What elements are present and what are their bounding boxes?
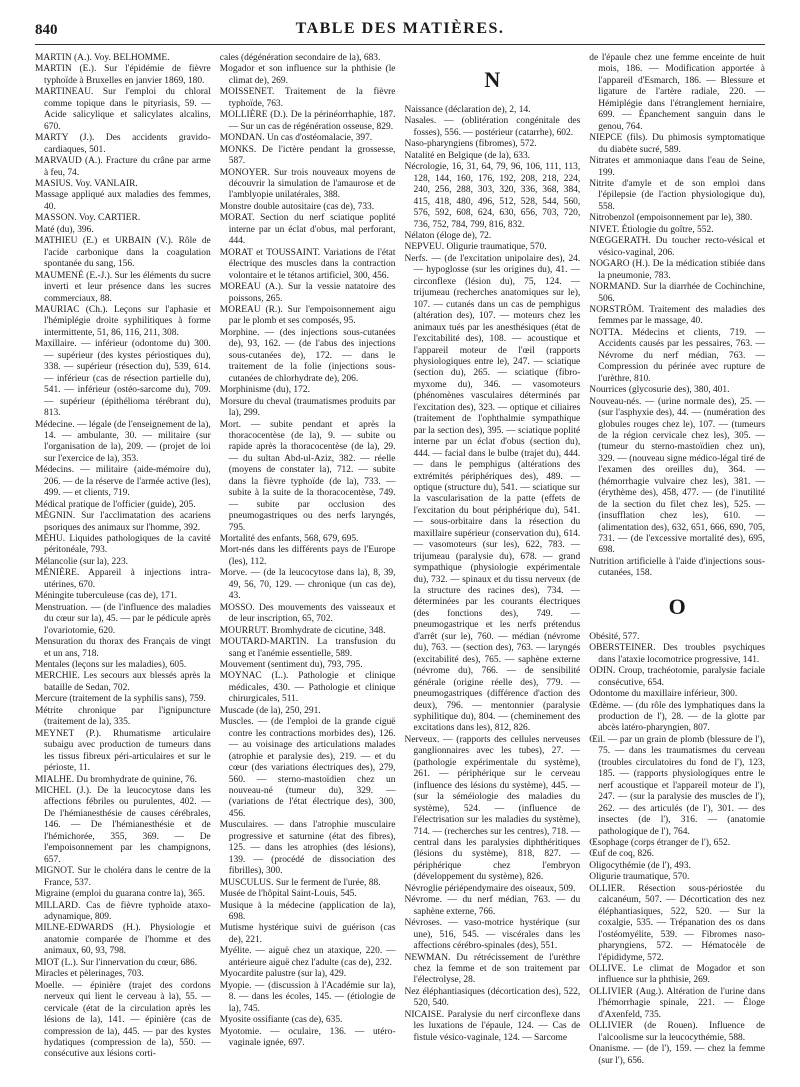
index-entry: Morphine. — (des injections sous-cutanées de), 93, 162. — (de l'abus des injections sous-cutanées de), 172. — dans le traitement de la folie (injections sous-cutanées de chlorhydrate de), 206.	[219, 327, 396, 384]
index-entry: cales (dégénération secondaire de la), 683.	[219, 53, 381, 63]
index-entry: Myosite ossifiante (cas de), 635.	[219, 1015, 343, 1026]
index-entry: de l'épaule chez une femme enceinte de huit mois, 186. — Modification apportée à l'appareil d'Esmarch, 186. — Blessure et ligature de l'artère radiale, 220. — Hémiplégie dans l'étranglement herniaire, 699. — Épanchement sanguin dans le genou, 764.	[589, 53, 765, 132]
index-entry: Œil. — par un grain de plomb (blessure de l'), 75. — dans les traumatismes du cerveau (troubles circulatoires du fond de l'), 123, 185. — (rapports physiologiques entre le nerf acoustique et l'appareil moteur de l'), 247. — (sur la paralysie des muscles de l'), 262. — des articulés (de l'), 301. — des insectes (de l'), 316. — (anatomie pathologique de l'), 764.	[589, 734, 765, 837]
index-entry: Œdème. — (du rôle des lymphatiques dans la production de l'), 28. — de la glotte par abcès latéro-pharyngien, 807.	[589, 700, 765, 734]
index-entry: Odontome du maxillaire inférieur, 300.	[589, 689, 738, 700]
index-entry: OLLIVIER (Aug.). Altération de l'urine dans l'hémorrhagie spinale, 221. — Éloge d'Axenfeld, 735.	[589, 986, 765, 1020]
index-entry: MAUMENÉ (E.-J.). Sur les éléments du sucre inverti et leur présence dans les sucres commerciaux, 88.	[35, 270, 211, 304]
index-entry: MÉGNIN. Sur l'acclimatation des acariens psoriques des animaux sur l'homme, 392.	[35, 511, 211, 533]
index-entry: Nerveux. — (rapports des cellules nerveuses ganglionnaires avec les tubes), 27. — (pathologie expérimentale du système), 261. — périphérique sur le cerveau (influence des lésions du système), 445. — (sur la séméiologie des maladies du système), 524. — (influence de l'électrisation sur les maladies du système), 714. — (recherches sur les centres), 718. — central dans les paralysies diphthéritiques (lésions du système), 818, 827. — périphérique chez l'embryon (développement du système), 826.	[404, 734, 581, 883]
index-entry: Morphinisme (du), 172.	[219, 385, 310, 396]
index-entry: MÉHU. Liquides pathologiques de la cavité péritonéale, 793.	[35, 534, 211, 556]
index-entry: MOUTARD-MARTIN. La transfusion du sang et l'anémie essentielle, 589.	[219, 637, 396, 659]
index-entry: Moelle. — épinière (trajet des cordons nerveux qui lient le cerveau à la), 55. — cervicale (état de la circulation après les lésions de la), 141. — épinière (cas de compression de la), 445. — par des kystes hydatiques (compression de la), 550. — consécutive aux lésions corti-	[35, 980, 211, 1060]
index-entry: Nerfs. — (de l'excitation unipolaire des), 24. — hypoglosse (sur les origines du), 41. — circonflexe (lésion du), 75, 124. — trijumeau (recherches anatomiques sur le), 107. — cutanés dans un cas de pemphigus (altération des), 107. — moteurs chez les animaux tués par les anesthésiques (état de l'excitabilité des), 108. — acoustique et l'appareil moteur de l'œil (rapports physiologiques entre le), 247. — sciatique (section du), 265. — sciatique (fibro-myxome du), 346. — vasomoteurs (phénomènes vasculaires déterminés par l'excitation des), 323. — optique et ciliaires (traitement de l'ophthalmie sympathique par la section des), 395. — sciatique poplité interne par un éclat d'obus (section du), 444. — facial dans le bulbe (trajet du), 444. — dans le pemphigus (altérations des extrémités périphériques des), 489. — optique (structure du), 541. — sciatique sur la vascularisation de la patte (effets de l'excitation du bout périphérique du), 541. — sous-orbitaire dans la résection du maxillaire supérieur (conservation du), 614. — vasomoteurs (sur les), 622, 783. — trijumeau (paralysie du), 678. — grand sympathique (physiologie expérimentale du), 732. — spinaux et du tissu nerveux (de la structure des racines des), 734. — déterminées par les courants électriques (des fonctions des), 749. — pneumogastrique et les nerfs prétendus d'arrêt (sur le), 760. — médian (névrome du), 763. — (section des), 763. — laryngés (excitabilité des), 765. — saphène externe (névrome du), 766. — de sensibilité générale (origine réelle des), 779. — pneumogastriques (différence d'action des deux), 796. — mentonnier (paralysie syphilitique du), 804. — (cheminement des excitations dans les), 812, 826.	[404, 253, 581, 734]
running-title: TABLE DES MATIÈRES.	[295, 20, 505, 37]
index-entry: Mort. — subite pendant et après la thoracocentèse (de la), 9. — subite ou rapide après la thoracocentèse (de la), 29. — du sultan Abd-ul-Aziz, 382. — réelle (moyens de constater la), 712. — subite dans la fièvre typhoïde (de la), 733. — subite à la suite de la thoracocentèse, 749. — subite par occlusion des pneumogastriques ou des nerfs laryngés, 795.	[219, 419, 396, 533]
index-entry: MONDAN. Un cas d'ostéomalacie, 397.	[219, 133, 373, 144]
index-entry: Naissance (déclaration de), 2, 14.	[404, 105, 531, 115]
index-entry: MOSSO. Des mouvements des vaisseaux et de leur inscription, 65, 702.	[219, 602, 396, 625]
index-entry: Oligocythémie (de l'), 493.	[589, 860, 691, 871]
index-entry: Nécrologie, 16, 31, 64, 79, 96, 106, 111, 113, 128, 144, 160, 176, 192, 208, 218, 224, 240, 256, 288, 303, 320, 336, 368, 384, 415, 418, 480, 496, 512, 528, 544, 560, 576, 592, 608, 624, 630, 656, 703, 720, 736, 752, 784, 799, 816, 832.	[404, 162, 581, 230]
index-entry: OBERSTEINER. Des troubles psychiques dans l'ataxie locomotrice progressive, 141.	[589, 643, 765, 665]
index-entry: Obésité, 577.	[589, 631, 640, 642]
index-entry: Monstre double autositaire (cas de), 733.	[219, 201, 375, 212]
page-header	[35, 14, 765, 44]
index-entry: MONKS. De l'ictère pendant la grossesse, 587.	[219, 144, 396, 167]
index-entry: Nasales. — (oblitération congénitale des fosses), 556. — postérieur (catarrhe), 602.	[404, 116, 581, 138]
index-entry: MARTIN (A.). Voy. BELHOMME.	[35, 53, 170, 63]
index-entry: Myotomie. — oculaire, 136. — utéro-vaginale ignée, 697.	[219, 1026, 396, 1048]
index-entry: NICAISE. Paralysie du nerf circonflexe dans les luxations de l'épaule, 124. — Cas de fistule vésico-vaginale, 124. — Sarcome	[404, 1009, 581, 1043]
index-entry: MIOT (L.). Sur l'innervation du cœur, 686.	[35, 957, 198, 968]
index-entry: ODIN. Croup, trachéotomie, paralysie faciale consécutive, 654.	[589, 666, 765, 688]
index-entry: MILLARD. Cas de fièvre typhoïde ataxo-adynamique, 809.	[35, 900, 211, 922]
index-entry: MAURIAC (Ch.). Leçons sur l'aphasie et l'hémiplégie droite syphilitiques à forme intermittente, 51, 86, 116, 211, 308.	[35, 304, 211, 338]
index-entry: Mensuration du thorax des Français de vingt et un ans, 718.	[35, 637, 211, 659]
index-entry: Mort-nés dans les différents pays de l'Europe (les), 112.	[219, 545, 396, 567]
index-entry: MILNE-EDWARDS (H.). Physiologie et anatomie comparée de l'homme et des animaux, 60, 93, 798.	[35, 923, 211, 957]
index-columns	[35, 53, 765, 1081]
section-letter-n: N	[484, 67, 501, 92]
index-entry: Miracles et pèlerinages, 703.	[35, 969, 144, 980]
index-entry: Mercure (traitement de la syphilis sans), 759.	[35, 694, 206, 705]
index-entry: MÉNIÈRE. Appareil à injections intra-utérines, 670.	[35, 568, 211, 590]
index-entry: Névrome. — du nerf médian, 763. — du saphène externe, 766.	[404, 895, 581, 917]
index-entry: Myocardite palustre (sur la), 429.	[219, 969, 347, 980]
index-entry: MOREAU (R.). Sur l'empoisonnement aigu par le plomb et ses composés, 95.	[219, 304, 396, 327]
index-entry: Médecins. — militaire (aide-mémoire du), 206. — de la réserve de l'armée active (les), 499. — et clients, 719.	[35, 465, 211, 499]
index-entry: NEPVEU. Oligurie traumatique, 570.	[404, 242, 547, 253]
index-entry: Muscles. — (de l'emploi de la grande ciguë contre les contractions morbides des), 126. — au voisinage des articulations malades (atrophie et paralysie des), 219. — et du cœur (des variations électriques des), 279, 560. — sterno-mastoïdien chez un nouveau-né (tumeur du), 329. — (variations de l'état électrique des), 300, 456.	[219, 717, 396, 819]
index-entry: Œuf de coq, 826.	[589, 849, 654, 860]
index-entry: Musique à la médecine (application de la), 698.	[219, 900, 396, 922]
index-entry: Muscade (de la), 250, 291.	[219, 705, 321, 716]
index-entry: MOURRUT. Bromhydrate de cicutine, 348.	[219, 625, 386, 636]
index-entry: Maxillaire. — inférieur (odontome du) 300. — supérieur (des kystes périostiques du), 338. — supérieur (résection du), 539, 614. — inférieur (cas de résection partielle du), 541. — inférieur (ostéo-sarcome du), 709. — supérieur (épithélioma térébrant du), 813.	[35, 339, 211, 419]
index-entry: Nourrices (glycosurie des), 380, 401.	[589, 385, 730, 396]
index-entry: Massage appliqué aux maladies des femmes, 40.	[35, 190, 211, 212]
index-entry: MOYNAC (L.). Pathologie et clinique médicales, 430. — Pathologie et clinique chirurgicales, 511.	[219, 671, 396, 705]
index-entry: NEWMAN. Du rétrécissement de l'urèthre chez la femme et de son traitement par l'électrolyse, 28.	[404, 952, 581, 986]
index-entry: Névroses. — vaso-motrice hystérique (sur une), 516, 545. — viscérales dans les affections cérébro-spinales (des), 551.	[404, 918, 581, 952]
index-entry: OLLIVE. Le climat de Mogador et son influence sur la phthisie, 269.	[589, 963, 765, 986]
index-entry: MEYNET (P.). Rhumatisme articulaire subaigu avec production de tumeurs dans les tissus fibreux péri-articulaires et sur le périoste, 11.	[35, 728, 211, 774]
column-2	[220, 53, 396, 1081]
index-entry: Mélancolie (sur la), 223.	[35, 556, 129, 567]
index-entry: NIVET. Étiologie du goître, 552.	[589, 224, 714, 235]
index-entry: Musée de l'hôpital Saint-Louis, 545.	[219, 889, 357, 900]
index-entry: Myopie. — (discussion à l'Académie sur la), 8. — dans les écoles, 145. — (étiologie de la), 745.	[219, 980, 396, 1014]
index-entry: MUSCULUS. Sur le ferment de l'urée, 88.	[219, 877, 381, 888]
header-rule	[35, 44, 765, 45]
index-entry: Oligurie traumatique, 570.	[589, 872, 690, 883]
index-entry: MIALHE. Du bromhydrate de quinine, 76.	[35, 774, 197, 785]
index-entry: Névroglie périépendymaire des oiseaux, 509.	[404, 883, 576, 894]
index-entry: Méningite tuberculeuse (cas de), 171.	[35, 591, 178, 602]
index-entry: NORSTRÖM. Traitement des maladies des femmes par le massage, 40.	[589, 304, 765, 327]
index-entry: NORMAND. Sur la diarrhée de Cochinchine, 506.	[589, 282, 765, 304]
index-entry: OLLIER. Résection sous-périostée du calcanéum, 507. — Décortication des nez éléphantiasiques, 522, 520. — Sur la coxalgie, 535. — Trépanation des os dans l'ostéomyélite, 539. — Fibromes naso-pharyngiens, 572. — Hématocèle de l'épididyme, 572.	[589, 883, 765, 963]
index-entry: Morsure du cheval (traumatismes produits par la), 299.	[219, 396, 396, 419]
index-entry: Mogador et son influence sur la phthisie (le climat de), 269.	[219, 64, 396, 86]
page-number: 840	[35, 22, 58, 38]
index-entry: Nez éléphantiasiques (décortication des), 522, 520, 540.	[404, 986, 581, 1009]
index-entry: MOLLIÈRE (D.). De la périnéorrhaphie, 187. — Sur un cas de régénération osseuse, 829.	[219, 110, 396, 132]
index-entry: Mutisme hystérique suivi de guérison (cas de), 221.	[219, 923, 396, 945]
index-entry: Natalité en Belgique (de la), 633.	[404, 150, 531, 161]
index-entry: MARVAUD (A.). Fracture du crâne par arme à feu, 74.	[35, 156, 211, 178]
index-entry: Médical pratique de l'officier (guide), 205.	[35, 499, 196, 510]
index-entry: Nouveau-nés. — (urine normale des), 25. — (sur l'asphyxie des), 44. — (numération des globules rouges chez le), 107. — (tumeurs de la région cervicale chez les), 305. — (tumeur du sterno-mastoïdien chez un), 329. — (nouveau signe médico-légal tiré de l'examen des oreilles du), 364. — (hémorrhagie vulvaire chez les), 381. — (érythème des), 458, 477. — (de l'inutilité de la section du filet chez les), 525. — (insufflation chez les), 610. — (alimentation des), 632, 651, 666, 690, 705, 731. — (de l'excessive mortalité des), 695, 698.	[589, 396, 765, 556]
index-entry: MIGNOT. Sur le choléra dans le centre de la France, 537.	[35, 866, 211, 888]
index-entry: NŒGGERATH. Du toucher recto-vésical et vésico-vaginal, 206.	[589, 236, 765, 258]
index-entry: Mentales (leçons sur les maladies), 605.	[35, 660, 187, 671]
column-4	[589, 53, 765, 1081]
index-entry: MASIUS. Voy. VANLAIR.	[35, 178, 138, 189]
index-entry: MATHIEU (E.) et URBAIN (V.). Rôle de l'acide carbonique dans la coagulation spontanée du sang, 156.	[35, 236, 211, 270]
index-entry: Nitrobenzol (empoisonnement par le), 380.	[589, 213, 753, 224]
index-entry: OLLIVIER (de Rouen). Influence de l'alcoolisme sur la leucocythémie, 588.	[589, 1021, 765, 1043]
index-entry: NOTTA. Médecins et clients, 719. — Accidents causés par les pessaires, 763. — Névrome du nerf médian, 763. — Compression du périnée avec rupture de l'urèthre, 810.	[589, 327, 765, 384]
index-entry: Nélaton (éloge de), 72.	[404, 230, 492, 241]
index-entry: MOISSENET. Traitement de la fièvre typhoïde, 763.	[219, 87, 396, 109]
index-entry: MONOYER. Sur trois nouveaux moyens de découvrir la simulation de l'amaurose et de l'amblyopie unilatérales, 388.	[219, 167, 396, 201]
index-entry: MARTIN (E.). Sur l'épidémie de fièvre typhoïde à Bruxelles en janvier 1869, 180.	[35, 64, 211, 86]
index-entry: Mouvement (sentiment du), 793, 795.	[219, 660, 363, 671]
index-entry: MARTY (J.). Des accidents gravido-cardiaques, 501.	[35, 133, 211, 155]
column-3	[405, 53, 581, 1081]
index-entry: Œsophage (corps étranger de l'), 652.	[589, 838, 731, 848]
column-1	[35, 53, 211, 1081]
index-entry: MICHEL (J.). De la leucocytose dans les affections fébriles ou purulentes, 402. — De l'hémianesthésie de causes cérébrales, 146. — De l'hémianesthésie et de l'hémichorée, 355, 369. — De l'empoisonnement par les champignons, 657.	[35, 786, 211, 865]
index-entry: Nitrite d'amyle et de son emploi dans l'épilepsie (de l'action physiologique du), 558.	[589, 178, 765, 212]
index-entry: NIEPCE (fils). Du phimosis symptomatique du diabète sucré, 589.	[589, 133, 765, 155]
index-entry: Migraine (emploi du guarana contre la), 365.	[35, 889, 205, 900]
index-entry: MORAT et TOUSSAINT. Variations de l'état électrique des muscles dans la contraction volontaire et le tétanos artificiel, 300, 456.	[219, 247, 396, 281]
index-entry: MORAT. Section du nerf sciatique poplité interne par un éclat d'obus, mal perforant, 444.	[219, 213, 396, 247]
index-entry: Médecine. — légale (de l'enseignement de la), 14. — ambulante, 30. — militaire (sur l'organisation de la), 209. — (projet de loi sur l'exercice de la), 353.	[35, 419, 211, 464]
index-entry: Morve. — (de la leucocytose dans la), 8, 39, 49, 56, 70, 129. — chronique (un cas de), 43.	[219, 568, 396, 602]
section-letter-o: O	[668, 593, 686, 619]
index-entry: Mortalité des enfants, 568, 679, 695.	[219, 534, 359, 545]
index-entry: Nutrition artificielle à l'aide d'injections sous-cutanées, 158.	[589, 556, 765, 579]
index-entry: MOREAU (A.). Sur la vessie natatoire des poissons, 265.	[219, 282, 396, 304]
index-entry: MERCHIE. Les secours aux blessés après la bataille de Sedan, 702.	[35, 671, 211, 693]
index-entry: Onanisme. — (de l'), 159. — chez la femme (sur l'), 656.	[589, 1044, 765, 1066]
index-entry: MARTINEAU. Sur l'emploi du chloral comme topique dans le pityriasis, 59. — Acide salicylique et salicylates alcalins, 670.	[35, 87, 211, 132]
index-entry: Menstruation. — (de l'influence des maladies du cœur sur la), 45. — par le pédicule après l'ovariotomie, 620.	[35, 602, 211, 636]
index-entry: Musculaires. — dans l'atrophie musculaire progressive et saturnine (état des fibres), 125. — dans les atrophies (des lésions), 139. — (procédé de dissociation des fibrilles), 300.	[219, 820, 396, 877]
index-entry: Maté (du), 396.	[35, 224, 94, 235]
index-entry: Nitrates et ammoniaque dans l'eau de Seine, 199.	[589, 156, 765, 178]
index-entry: Naso-pharyngiens (fibromes), 572.	[404, 139, 537, 150]
index-entry: Métrite chronique par l'ignipuncture (traitement de la), 335.	[35, 705, 211, 728]
index-entry: NOGARO (H.). De la médication stibiée dans la pneumonie, 783.	[589, 259, 765, 281]
index-entry: Myélite. — aiguë chez un ataxique, 220. — antérieure aiguë chez l'adulte (cas de), 232.	[219, 946, 396, 968]
index-entry: MASSON. Voy. CARTIER.	[35, 213, 141, 224]
